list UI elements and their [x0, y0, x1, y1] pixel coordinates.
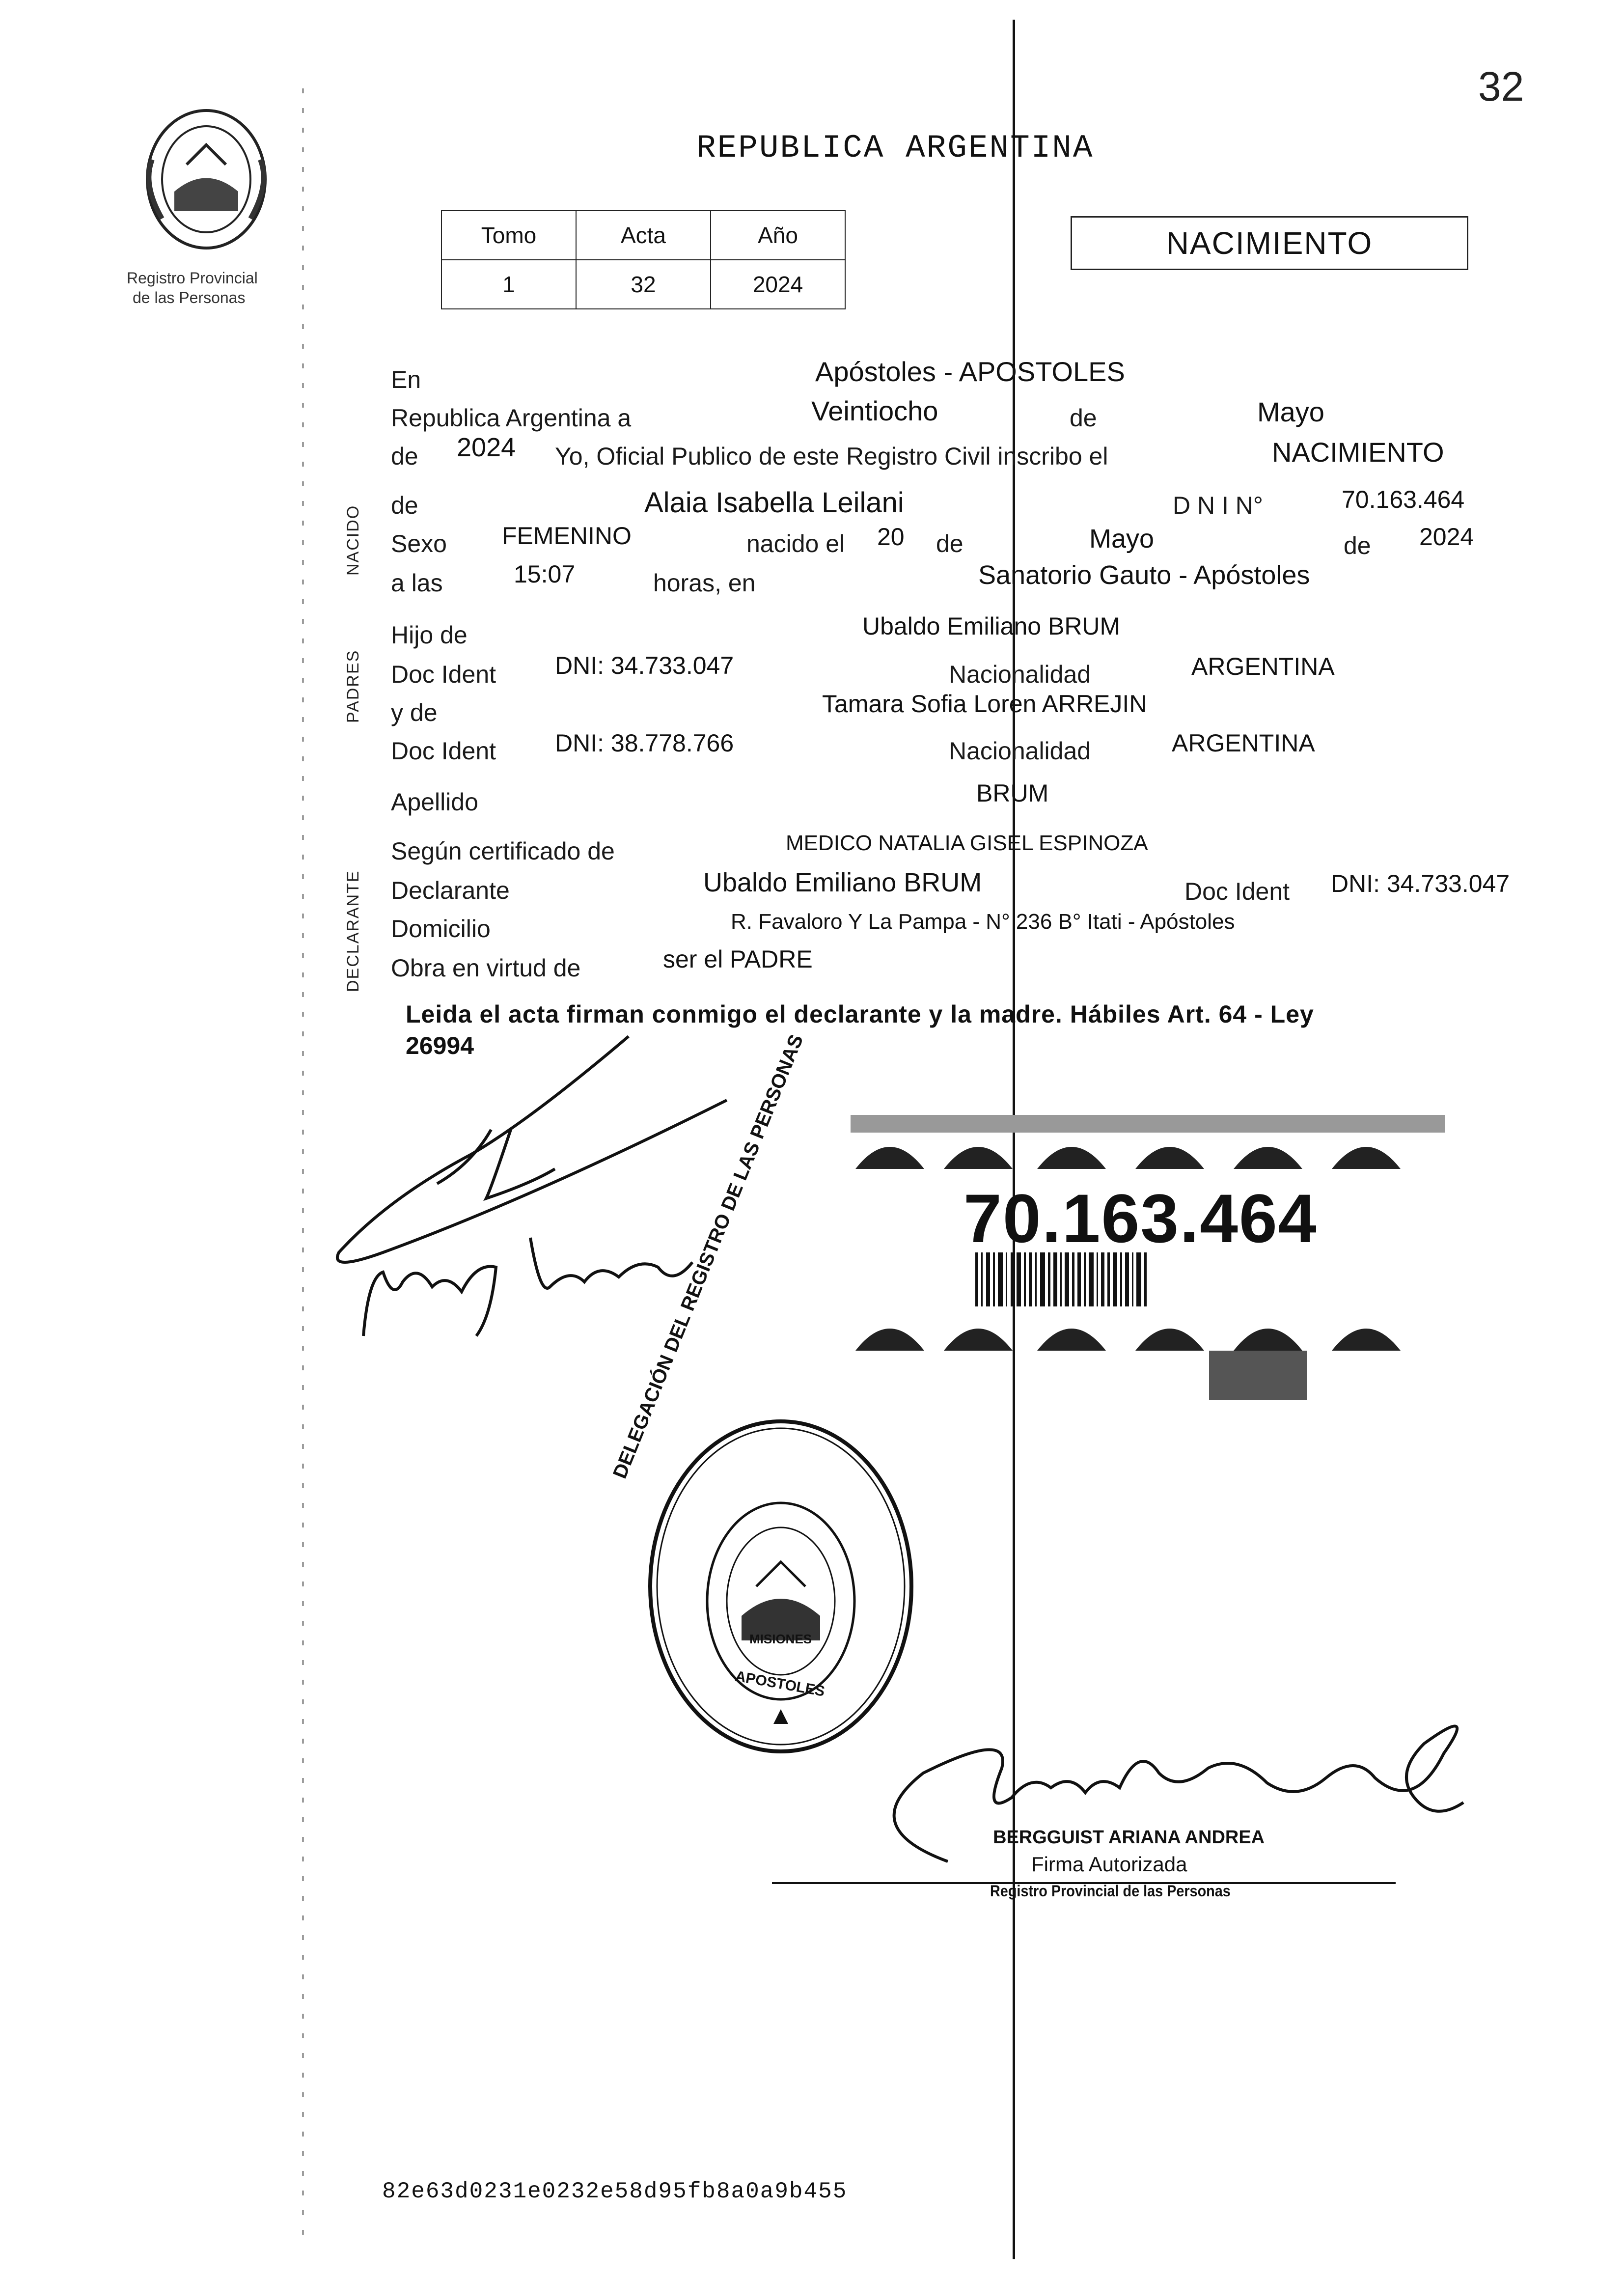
- label-nacionalidad-2: Nacionalidad: [949, 737, 1091, 765]
- mother-dni-value: DNI: 38.778.766: [555, 729, 734, 757]
- apellido-value: BRUM: [976, 779, 1049, 807]
- side-label-declarante: DECLARANTE: [344, 870, 362, 992]
- label-declarante: Declarante: [391, 877, 510, 904]
- label-doc-ident-3: Doc Ident: [1184, 878, 1290, 905]
- seal-outer-text: DELEGACIÓN DEL REGISTRO DE LAS PERSONAS: [609, 1031, 808, 1482]
- seal-inner-text: APOSTOLES: [734, 1668, 826, 1700]
- certificado-value: MEDICO NATALIA GISEL ESPINOZA: [786, 831, 1148, 855]
- label-y-de: y de: [391, 699, 438, 726]
- label-nacionalidad-1: Nacionalidad: [949, 661, 1091, 688]
- domicilio-value: R. Favaloro Y La Pampa - N° 236 B° Itati - Apóstoles: [731, 910, 1235, 934]
- document-title: REPUBLICA ARGENTINA: [696, 130, 1094, 166]
- label-a-las: a las: [391, 569, 443, 597]
- birth-place-value: Sanatorio Gauto - Apóstoles: [978, 560, 1310, 590]
- side-label-nacido: NACIDO: [344, 504, 362, 576]
- document-hash: 82e63d0231e0232e58d95fb8a0a9b455: [382, 2179, 848, 2204]
- day-words-value: Veintiocho: [811, 395, 938, 426]
- label-horas: horas, en: [653, 569, 756, 597]
- label-sexo: Sexo: [391, 530, 447, 557]
- record-table: [441, 210, 846, 309]
- label-de-1: de: [1070, 404, 1097, 432]
- round-official-seal: [643, 1415, 918, 1758]
- child-dni-value: 70.163.464: [1342, 486, 1465, 513]
- child-name-value: Alaia Isabella Leilani: [644, 487, 904, 519]
- seal-emblem-text: MISIONES: [749, 1632, 812, 1646]
- label-de-2: de: [391, 443, 418, 470]
- act-type-box: NACIMIENTO: [1071, 216, 1468, 270]
- label-hijo-de: Hijo de: [391, 621, 468, 649]
- label-de-5: de: [1344, 532, 1371, 559]
- birth-time-value: 15:07: [514, 560, 576, 588]
- table-value-acta: 32: [576, 260, 711, 309]
- sexo-value: FEMENINO: [502, 522, 632, 550]
- label-apellido: Apellido: [391, 788, 478, 816]
- label-nacido-el: nacido el: [746, 530, 845, 557]
- officer-role: Firma Autorizada: [1031, 1853, 1187, 1876]
- father-name-value: Ubaldo Emiliano BRUM: [862, 612, 1121, 640]
- birth-day-value: 20: [877, 523, 905, 551]
- month-value: Mayo: [1257, 396, 1324, 427]
- officer-name: BERGGUIST ARIANA ANDREA: [993, 1827, 1265, 1848]
- label-doc-ident-2: Doc Ident: [391, 737, 496, 765]
- seal-caption-line1: Registro Provincial: [127, 269, 258, 287]
- label-republica: Republica Argentina a: [391, 404, 632, 432]
- obra-value: ser el PADRE: [663, 945, 813, 973]
- table-value-anio: 2024: [711, 260, 845, 309]
- table-header-acta: Acta: [576, 211, 711, 260]
- side-label-padres: PADRES: [344, 649, 362, 723]
- father-nationality-value: ARGENTINA: [1191, 653, 1335, 680]
- year-value: 2024: [457, 433, 516, 462]
- page-number: 32: [1478, 63, 1524, 110]
- label-domicilio: Domicilio: [391, 915, 491, 943]
- oficial-text: Yo, Oficial Publico de este Registro Civil inscribo el: [555, 443, 1108, 470]
- label-de-4: de: [936, 530, 963, 557]
- mother-nationality-value: ARGENTINA: [1172, 729, 1315, 757]
- officer-office: Registro Provincial de las Personas: [990, 1882, 1231, 1900]
- dni-stamp-number: 70.163.464: [963, 1180, 1318, 1257]
- label-obra: Obra en virtud de: [391, 954, 581, 982]
- father-dni-value: DNI: 34.733.047: [555, 652, 734, 679]
- label-segun: Según certificado de: [391, 837, 615, 865]
- nacimiento-value: NACIMIENTO: [1272, 437, 1444, 468]
- table-header-anio: Año: [711, 211, 845, 260]
- place-value: Apóstoles - APOSTOLES: [815, 356, 1125, 387]
- table-value-tomo: 1: [441, 260, 576, 309]
- label-doc-ident-1: Doc Ident: [391, 661, 496, 688]
- label-de-3: de: [391, 492, 418, 519]
- mother-name-value: Tamara Sofia Loren ARREJIN: [822, 690, 1147, 718]
- birth-month-value: Mayo: [1089, 524, 1155, 554]
- seal-caption-line2: de las Personas: [133, 289, 246, 306]
- mother-signature: [354, 1218, 697, 1346]
- table-header-tomo: Tomo: [441, 211, 576, 260]
- declarante-value: Ubaldo Emiliano BRUM: [703, 868, 982, 897]
- label-en: En: [391, 366, 421, 393]
- label-dni: D N I N°: [1173, 492, 1263, 519]
- declarante-dni-value: DNI: 34.733.047: [1331, 870, 1510, 897]
- birth-year-value: 2024: [1419, 523, 1474, 551]
- closing-line-1: Leida el acta firman conmigo el declarante y la madre. Hábiles Art. 64 - Ley: [406, 1000, 1314, 1028]
- provincial-seal-logo: [133, 106, 280, 253]
- closing-line-2: 26994: [406, 1032, 474, 1059]
